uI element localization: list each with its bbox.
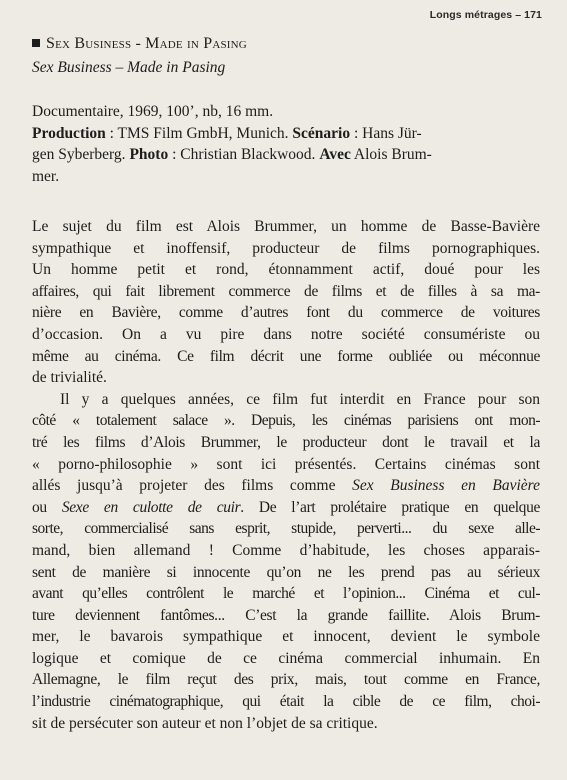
text-line: [32, 475, 540, 497]
text-line: Allemagne, le film reçut des prix, mais, tout comme en France,: [32, 671, 540, 689]
text-line: « porno-philosophie » sont ici présentés. Certains cinémas sont: [32, 455, 540, 473]
text-line: avant qu’elles contrôlent le marché et l’opinion... Cinéma et cul-: [32, 585, 540, 603]
text-line: même au cinéma. Ce film décrit une forme oubliée ou méconnue: [32, 347, 540, 365]
production-label: Production: [32, 124, 106, 142]
avec-label: Avec: [319, 146, 351, 163]
text-line: [32, 497, 540, 519]
text-line: ture deviennent fantômes... C’est la grande faillite. Alois Brum-: [32, 606, 540, 624]
text-line: tré les films d’Alois Brummer, le producteur dont le travail et la: [32, 433, 540, 451]
text-run: ou: [32, 498, 62, 516]
entry-subtitle: Sex Business – Made in Pasing: [32, 59, 226, 76]
text-line: nière en Bavière, comme d’autres font du commerce de voitures: [32, 304, 540, 322]
entry-title: [32, 34, 247, 54]
running-header: Longs métrages – 171: [429, 9, 542, 21]
avec-value: Alois Brum-: [350, 146, 432, 163]
text-line: sorte, commercialisé sans esprit, stupide, perverti... du sexe alle-: [32, 520, 540, 538]
text-line: l’industrie cinématographique, qui était la cible de ce film, choi-: [32, 693, 540, 711]
credits-block: [32, 101, 540, 187]
square-bullet-icon: [32, 39, 40, 47]
text-line: Un homme petit et rond, étonnamment actif, doué pour les: [32, 261, 540, 279]
credits-line: mer.: [32, 167, 60, 185]
photo-value: : Christian Blackwood.: [168, 146, 320, 163]
text-run: . De l’art prolétaire pratique en quelque: [240, 498, 540, 516]
text-line: sympathique et inoffensif, producteur de films pornographiques.: [32, 239, 540, 257]
scenario-label: Scénario: [292, 124, 351, 142]
format-line: Documentaire, 1969, 100’, nb, 16 mm.: [32, 103, 274, 120]
text-line: Le sujet du film est Alois Brummer, un homme de Basse-Bavière: [32, 218, 540, 235]
text-line: sit de persécuter son auteur et non l’objet de sa critique.: [32, 714, 378, 732]
text-line: mer, le bavarois sympathique et innocent, devient le symbole: [32, 628, 540, 646]
text-line: sent de manière si innocente qu’on ne les prend pas au sérieux: [32, 563, 540, 581]
text-run: allés jusqu’à projeter des films comme: [32, 477, 353, 495]
text-line: Il y a quelques années, ce film fut interdit en France pour son: [60, 390, 540, 408]
text-line: logique et comique de ce cinéma commercial inhumain. En: [32, 649, 540, 667]
photo-label: Photo: [129, 146, 169, 163]
text-line: de trivialité.: [32, 369, 107, 387]
production-value: : TMS Film GmbH, Munich.: [105, 124, 293, 142]
film-title: Sex Business en Bavière: [352, 477, 540, 495]
text-line: affaires, qui fait librement commerce de films et de filles à sa ma-: [32, 282, 540, 300]
scenario-value-cont: gen Syberberg.: [32, 146, 130, 163]
body-text: [32, 216, 540, 734]
film-title: Sexe en culotte de cuir: [61, 498, 241, 516]
credits-line: [32, 123, 540, 145]
text-line: mand, bien allemand ! Comme d’habitude, les choses apparais-: [32, 541, 540, 559]
text-line: côté « totalement salace ». Depuis, les cinémas parisiens ont mon-: [32, 412, 540, 430]
entry-title-text: Sex Business - Made in Pasing: [46, 35, 247, 52]
credits-line: [32, 144, 540, 166]
text-line: d’occasion. On a vu pire dans notre société consumériste ou: [32, 325, 540, 343]
scenario-value: : Hans Jür-: [350, 124, 422, 142]
